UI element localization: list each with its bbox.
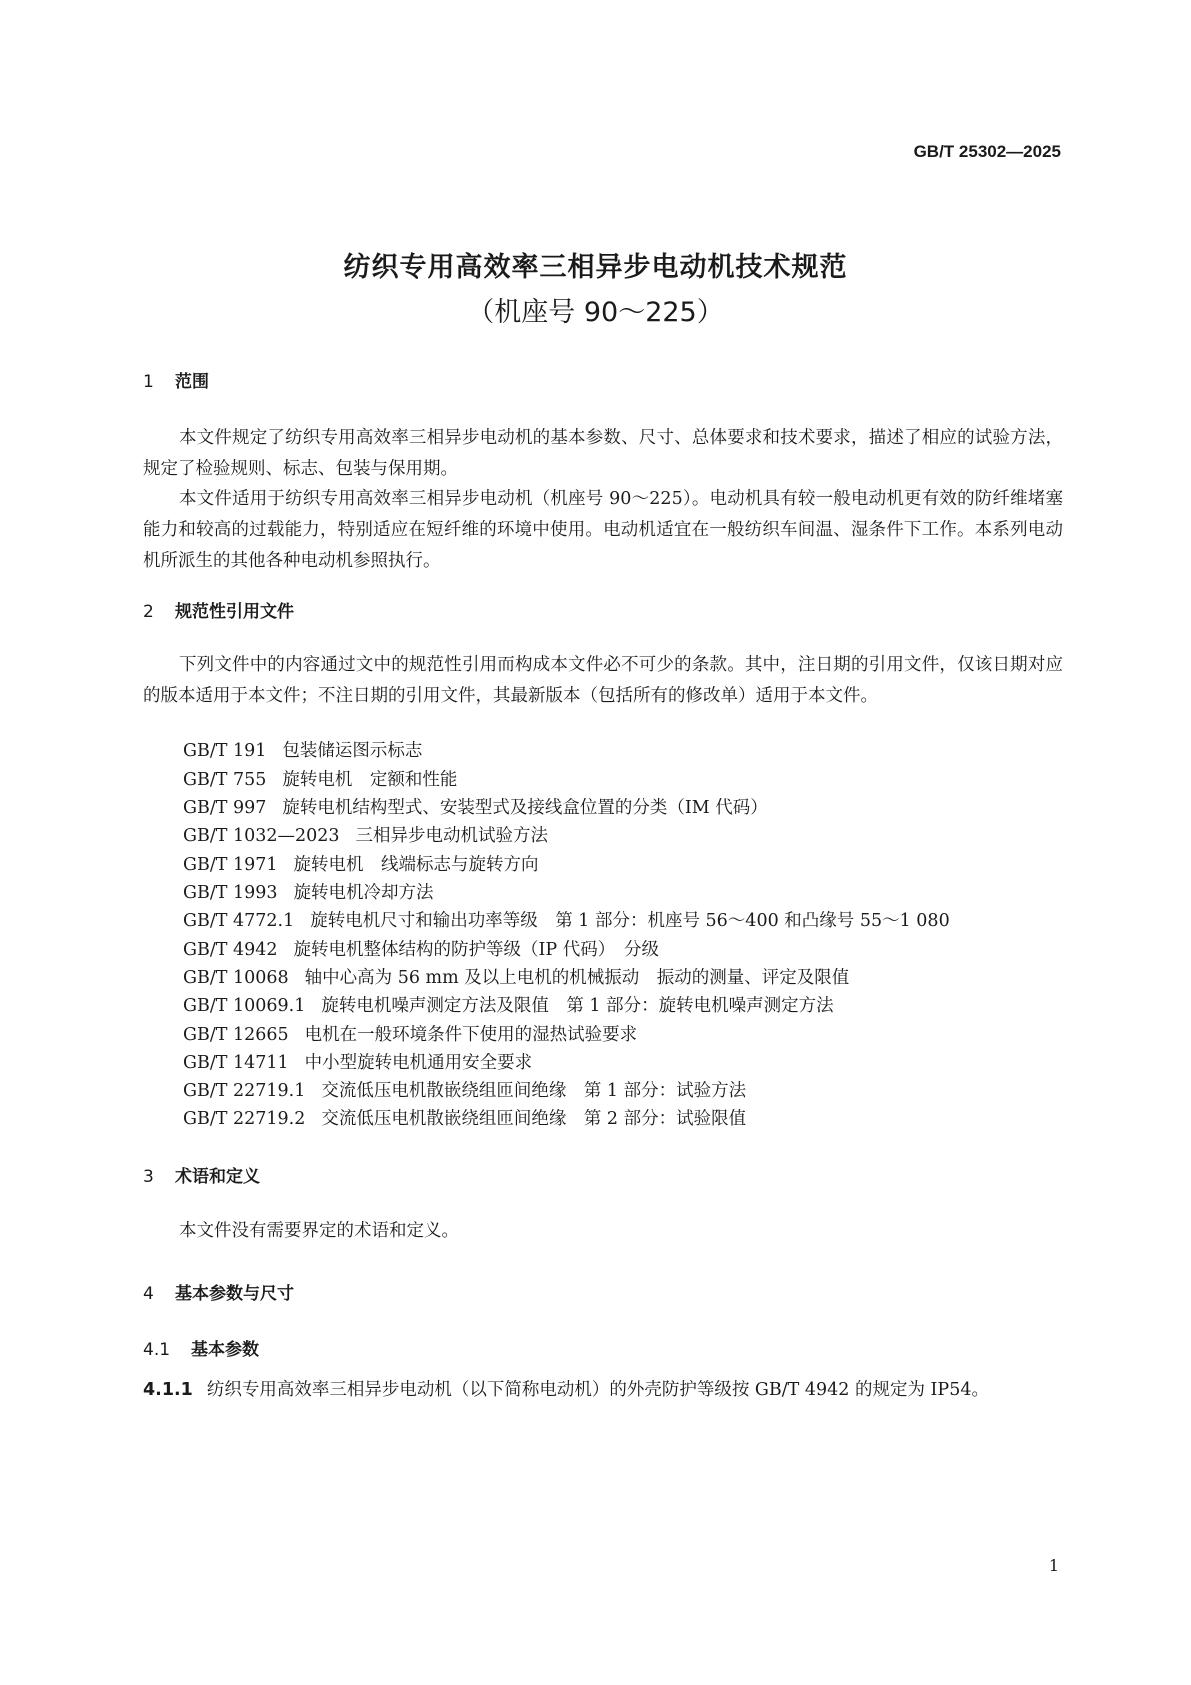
reference-item xyxy=(183,1104,746,1135)
reference-code: GB/T 4772.1 xyxy=(183,911,295,931)
reference-item xyxy=(183,1048,532,1079)
reference-code: GB/T 4942 xyxy=(183,940,278,960)
reference-code: GB/T 10068 xyxy=(183,968,289,988)
reference-title: 旋转电机 线端标志与旋转方向 xyxy=(293,855,539,875)
section-title: 基本参数与尺寸 xyxy=(175,1284,294,1304)
reference-item xyxy=(183,1076,746,1107)
reference-code: GB/T 22719.1 xyxy=(183,1081,306,1101)
section-3-text: 本文件没有需要界定的术语和定义。 xyxy=(179,1221,459,1241)
reference-title: 旋转电机 定额和性能 xyxy=(282,770,458,790)
section-3-heading xyxy=(143,1162,260,1187)
reference-code: GB/T 22719.2 xyxy=(183,1109,306,1129)
section-1-heading xyxy=(143,367,209,392)
reference-item xyxy=(183,963,849,994)
reference-item xyxy=(183,765,457,796)
reference-title: 包装储运图示标志 xyxy=(282,741,423,761)
reference-code: GB/T 14711 xyxy=(183,1053,289,1073)
clause-text: 纺织专用高效率三相异步电动机（以下简称电动机）的外壳防护等级按 GB/T 4942 的规定为 IP54。 xyxy=(206,1380,989,1400)
section-1-paragraph-2: 本文件适用于纺织专用高效率三相异步电动机（机座号 90～225）。电动机具有较一般电动机更有效的防纤维堵塞能力和较高的过载能力，特别适应在短纤维的环境中使用。电动机适宜在一般纺织车间温、湿条件下工作。本系列电动机所派生的其他各种电动机参照执行。 xyxy=(143,489,1063,571)
reference-title: 旋转电机尺寸和输出功率等级 第 1 部分：机座号 56～400 和凸缘号 55～1 080 xyxy=(310,911,950,931)
reference-item xyxy=(183,736,422,767)
reference-title: 旋转电机冷却方法 xyxy=(293,883,434,903)
reference-title: 三相异步电动机试验方法 xyxy=(355,826,549,846)
section-4-1-heading xyxy=(143,1335,259,1360)
section-number: 4 xyxy=(143,1284,154,1304)
reference-code: GB/T 1032—2023 xyxy=(183,826,340,846)
section-number: 4.1 xyxy=(143,1340,171,1360)
section-title: 术语和定义 xyxy=(175,1167,260,1187)
section-number: 1 xyxy=(143,372,154,392)
standard-code: GB/T 25302—2025 xyxy=(913,142,1061,161)
section-title: 规范性引用文件 xyxy=(175,602,294,622)
document-subtitle: （机座号 90～225） xyxy=(467,297,724,328)
reference-item xyxy=(183,850,539,881)
reference-item xyxy=(183,1020,637,1051)
reference-item xyxy=(183,821,548,852)
reference-item xyxy=(183,878,434,909)
reference-code: GB/T 997 xyxy=(183,798,267,818)
section-number: 2 xyxy=(143,602,154,622)
section-4-heading xyxy=(143,1279,294,1304)
reference-code: GB/T 1971 xyxy=(183,855,278,875)
section-1-paragraph-1: 本文件规定了纺织专用高效率三相异步电动机的基本参数、尺寸、总体要求和技术要求，描述了相应的试验方法，规定了检验规则、标志、包装与保用期。 xyxy=(143,428,1063,479)
clause-4-1-1 xyxy=(143,1375,1063,1406)
section-number: 3 xyxy=(143,1167,154,1187)
reference-title: 轴中心高为 56 mm 及以上电机的机械振动 振动的测量、评定及限值 xyxy=(304,968,850,988)
reference-title: 交流低压电机散嵌绕组匝间绝缘 第 2 部分：试验限值 xyxy=(321,1109,747,1129)
reference-item xyxy=(183,793,768,824)
reference-title: 中小型旋转电机通用安全要求 xyxy=(304,1053,533,1073)
reference-code: GB/T 12665 xyxy=(183,1025,289,1045)
reference-title: 旋转电机整体结构的防护等级（IP 代码） 分级 xyxy=(293,940,660,960)
reference-title: 交流低压电机散嵌绕组匝间绝缘 第 1 部分：试验方法 xyxy=(321,1081,747,1101)
reference-item xyxy=(183,935,659,966)
reference-item xyxy=(183,991,834,1022)
document-title: 纺织专用高效率三相异步电动机技术规范 xyxy=(343,252,848,283)
reference-code: GB/T 755 xyxy=(183,770,267,790)
reference-title: 旋转电机噪声测定方法及限值 第 1 部分：旋转电机噪声测定方法 xyxy=(321,996,834,1016)
reference-code: GB/T 1993 xyxy=(183,883,278,903)
section-2-heading xyxy=(143,597,294,622)
reference-item xyxy=(183,906,950,937)
section-2-intro: 下列文件中的内容通过文中的规范性引用而构成本文件必不可少的条款。其中，注日期的引用文件，仅该日期对应的版本适用于本文件；不注日期的引用文件，其最新版本（包括所有的修改单）适用于本文件。 xyxy=(143,655,1063,706)
reference-code: GB/T 10069.1 xyxy=(183,996,306,1016)
section-title: 范围 xyxy=(175,372,209,392)
clause-number: 4.1.1 xyxy=(143,1380,193,1400)
reference-title: 旋转电机结构型式、安装型式及接线盒位置的分类（IM 代码） xyxy=(282,798,768,818)
section-title: 基本参数 xyxy=(191,1340,259,1360)
page-number: 1 xyxy=(1048,1556,1059,1575)
reference-title: 电机在一般环境条件下使用的湿热试验要求 xyxy=(304,1025,638,1045)
reference-code: GB/T 191 xyxy=(183,741,267,761)
